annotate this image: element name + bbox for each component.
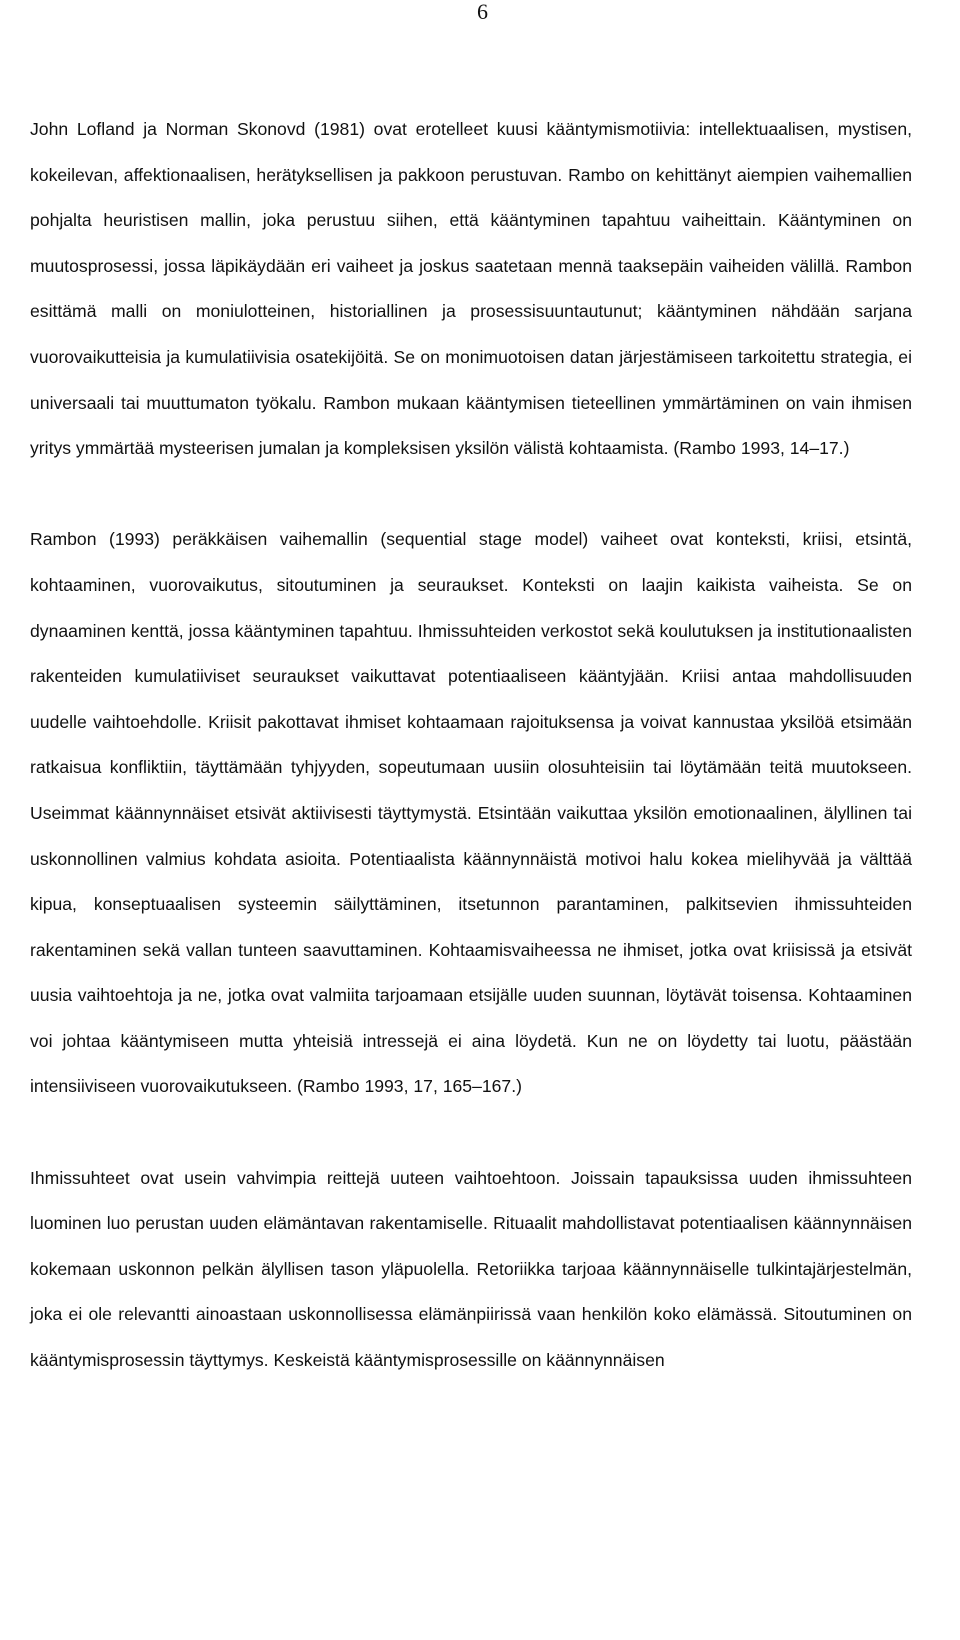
document-body: [30, 107, 912, 1384]
paragraph-relationships: Ihmissuhteet ovat usein vahvimpia reittejä uuteen vaihtoehtoon. Joissain tapauksissa uuden ihmissuhteen luominen luo perustan uuden elämäntavan rakentamiselle. Rituaalit mahdollistavat potentiaalisen käännynnäisen kokemaan uskonnon pelkän älyllisen tason yläpuolella. Retoriikka tarjoaa käännynnäiselle tulkintajärjestelmän, joka ei ole relevantti ainoastaan uskonnollisessa elämänpiirissä vaan henkilön koko elämässä. Sitoutuminen on kääntymisprosessin täyttymys. Keskeistä kääntymisprosessille on käännynnäisen: [30, 1167, 912, 1371]
paragraph-conversion-motifs: John Lofland ja Norman Skonovd (1981) ovat erotelleet kuusi kääntymismotiivia: intellektuaalisen, mystisen, kokeilevan, affektionaalisen, herätyksellisen ja pakkoon perustuvan. Rambo on kehittänyt aiempien vaihemallien pohjalta heuristisen mallin, joka perustuu siihen, että kääntyminen tapahtuu vaiheittain. Kääntyminen on muutosprosessi, jossa läpikäydään eri vaiheet ja joskus saatetaan mennä taaksepäin vaiheiden välillä. Rambon esittämä malli on moniulotteinen, historiallinen ja prosessisuuntautunut; kääntyminen nähdään sarjana vuorovaikutteisia ja kumulatiivisia osatekijöitä. Se on monimuotoisen datan järjestämiseen tarkoitettu strategia, ei universaali tai muuttumaton työkalu. Rambon mukaan kääntymisen tieteellinen ymmärtäminen on vain ihmisen yritys ymmärtää mysteerisen jumalan ja kompleksisen yksilön välistä kohtaamista. (Rambo 1993, 14–17.): [30, 119, 912, 459]
paragraph-stage-model: Rambon (1993) peräkkäisen vaihemallin (sequential stage model) vaiheet ovat konteksti, kriisi, etsintä, kohtaaminen, vuorovaikutus, sitoutuminen ja seuraukset. Konteksti on laajin kaikista vaiheista. Se on dynaaminen kenttä, jossa kääntyminen tapahtuu. Ihmissuhteiden verkostot sekä koulutuksen ja institutionaalisten rakenteiden kumulatiiviset seuraukset vaikuttavat potentiaaliseen kääntyjään. Kriisi antaa mahdollisuuden uudelle vaihtoehdolle. Kriisit pakottavat ihmiset kohtaamaan rajoituksensa ja voivat kannustaa yksilöä etsimään ratkaisua konfliktiin, täyttämään tyhjyyden, sopeutumaan uusiin olosuhteisiin tai löytämään teitä muutokseen. Useimmat käännynnäiset etsivät aktiivisesti täyttymystä. Etsintään vaikuttaa yksilön emotionaalinen, älyllinen tai uskonnollinen valmius kohdata asioita. Potentiaalista käännynnäistä motivoi halu kokea mielihyvää ja välttää kipua, konseptuaalisen systeemin säilyttäminen, itsetunnon parantaminen, palkitsevien ihmissuhteiden rakentaminen sekä vallan tunteen saavuttaminen. Kohtaamisvaiheessa ne ihmiset, jotka ovat kriisissä ja etsivät uusia vaihtoehtoja ja ne, jotka ovat valmiita tarjoamaan etsijälle uuden suunnan, löytävät toisensa. Kohtaaminen voi johtaa kääntymiseen mutta yhteisiä intressejä ei aina löydetä. Kun ne on löydetty tai luotu, päästään intensiiviseen vuorovaikutukseen. (Rambo 1993, 17, 165–167.): [30, 529, 912, 1097]
page-number: 6: [477, 0, 488, 24]
